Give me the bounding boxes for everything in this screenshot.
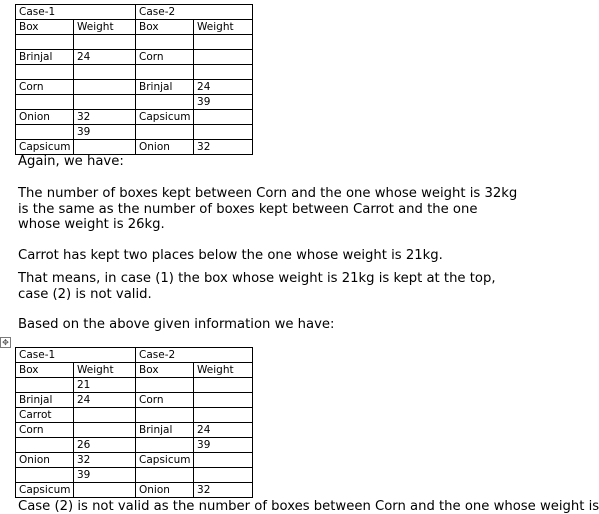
table-cell xyxy=(16,35,74,50)
table-cell: 24 xyxy=(194,80,253,95)
table-cell xyxy=(136,95,194,110)
table-cell: Capsicum xyxy=(136,110,194,125)
table-cell: Capsicum xyxy=(136,453,194,468)
table-cell xyxy=(16,125,74,140)
table-cell: 24 xyxy=(74,393,136,408)
table-cell: Onion xyxy=(136,140,194,155)
table-cell: Brinjal xyxy=(136,423,194,438)
case1-header: Case-1 xyxy=(16,5,136,20)
table-cell: 39 xyxy=(194,95,253,110)
table-cell: 39 xyxy=(74,468,136,483)
col-header: Weight xyxy=(194,363,253,378)
table-cell: Corn xyxy=(16,80,74,95)
table-cell: 39 xyxy=(194,438,253,453)
case-table-1 xyxy=(15,4,253,155)
col-header: Box xyxy=(16,20,74,35)
table-cell: Corn xyxy=(16,423,74,438)
table-header-row xyxy=(16,348,253,363)
table-cell xyxy=(16,65,74,80)
col-header: Weight xyxy=(74,363,136,378)
table-cell xyxy=(194,453,253,468)
case2-header: Case-2 xyxy=(136,5,253,20)
table-cell: Brinjal xyxy=(16,50,74,65)
case1-header: Case-1 xyxy=(16,348,136,363)
col-header: Box xyxy=(136,363,194,378)
table-cell: Corn xyxy=(136,393,194,408)
table-cell xyxy=(136,378,194,393)
table-cell: 32 xyxy=(194,483,253,498)
table-row xyxy=(16,423,253,438)
col-header: Weight xyxy=(74,20,136,35)
table-cell: 39 xyxy=(74,125,136,140)
table-cell xyxy=(74,35,136,50)
column-header-row xyxy=(16,363,253,378)
table-cell: Onion xyxy=(16,453,74,468)
table-cell xyxy=(74,80,136,95)
table-cell: Capsicum xyxy=(16,140,74,155)
table-cell xyxy=(16,438,74,453)
table-row xyxy=(16,65,253,80)
cutoff-text-line: Case (2) is not valid as the number of boxes between Corn and the one whose weight is xyxy=(18,499,599,514)
paragraph-case-validity: That means, in case (1) the box whose weight is 21kg is kept at the top, case (2) is not valid. xyxy=(18,271,496,302)
table-cell xyxy=(194,393,253,408)
paragraph-based-on: Based on the above given information we have: xyxy=(18,317,335,332)
table-row xyxy=(16,408,253,423)
table-cell: 24 xyxy=(194,423,253,438)
table-cell xyxy=(16,468,74,483)
table-cell: 26 xyxy=(74,438,136,453)
col-header: Box xyxy=(16,363,74,378)
table-cell xyxy=(194,468,253,483)
table-cell xyxy=(74,95,136,110)
table-cell xyxy=(194,125,253,140)
table-cell: Carrot xyxy=(16,408,74,423)
table-cell: Onion xyxy=(136,483,194,498)
table-row xyxy=(16,468,253,483)
paragraph-again: Again, we have: xyxy=(18,154,124,169)
col-header: Weight xyxy=(194,20,253,35)
table-cell: 32 xyxy=(74,453,136,468)
table-cell: 32 xyxy=(194,140,253,155)
table-cell: Onion xyxy=(16,110,74,125)
table-cell: Corn xyxy=(136,50,194,65)
table-row xyxy=(16,378,253,393)
table-cell xyxy=(194,50,253,65)
case-table-2 xyxy=(15,347,253,498)
table-cell xyxy=(194,110,253,125)
table-row xyxy=(16,35,253,50)
table-cell: 21 xyxy=(74,378,136,393)
move-anchor-icon[interactable]: ✥ xyxy=(0,337,11,348)
column-header-row xyxy=(16,20,253,35)
table-row xyxy=(16,453,253,468)
table-cell: Capsicum xyxy=(16,483,74,498)
table-header-row xyxy=(16,5,253,20)
table-cell xyxy=(74,408,136,423)
col-header: Box xyxy=(136,20,194,35)
table-cell xyxy=(136,468,194,483)
table-row xyxy=(16,80,253,95)
table-row xyxy=(16,140,253,155)
table-row xyxy=(16,50,253,65)
table-cell xyxy=(74,483,136,498)
table-row xyxy=(16,483,253,498)
table-cell xyxy=(136,65,194,80)
table-cell xyxy=(136,125,194,140)
table-cell xyxy=(194,378,253,393)
table-cell xyxy=(74,65,136,80)
table-row xyxy=(16,125,253,140)
table-cell xyxy=(136,35,194,50)
table-row xyxy=(16,95,253,110)
paragraph-boxes-between: The number of boxes kept between Corn and the one whose weight is 32kg is the same as the number of boxes kept between Carrot and the one whose weight is 26kg. xyxy=(18,186,518,232)
table-row xyxy=(16,110,253,125)
table-cell xyxy=(74,140,136,155)
table-cell xyxy=(136,438,194,453)
table-cell: Brinjal xyxy=(16,393,74,408)
paragraph-carrot-position: Carrot has kept two places below the one whose weight is 21kg. xyxy=(18,248,443,263)
table-cell xyxy=(16,95,74,110)
table-cell xyxy=(16,378,74,393)
case2-header: Case-2 xyxy=(136,348,253,363)
table-row xyxy=(16,438,253,453)
table-cell: 32 xyxy=(74,110,136,125)
table-cell xyxy=(136,408,194,423)
table-cell: Brinjal xyxy=(136,80,194,95)
table-cell xyxy=(194,408,253,423)
table-cell: 24 xyxy=(74,50,136,65)
table-cell xyxy=(74,423,136,438)
table-cell xyxy=(194,65,253,80)
table-row xyxy=(16,393,253,408)
table-cell xyxy=(194,35,253,50)
